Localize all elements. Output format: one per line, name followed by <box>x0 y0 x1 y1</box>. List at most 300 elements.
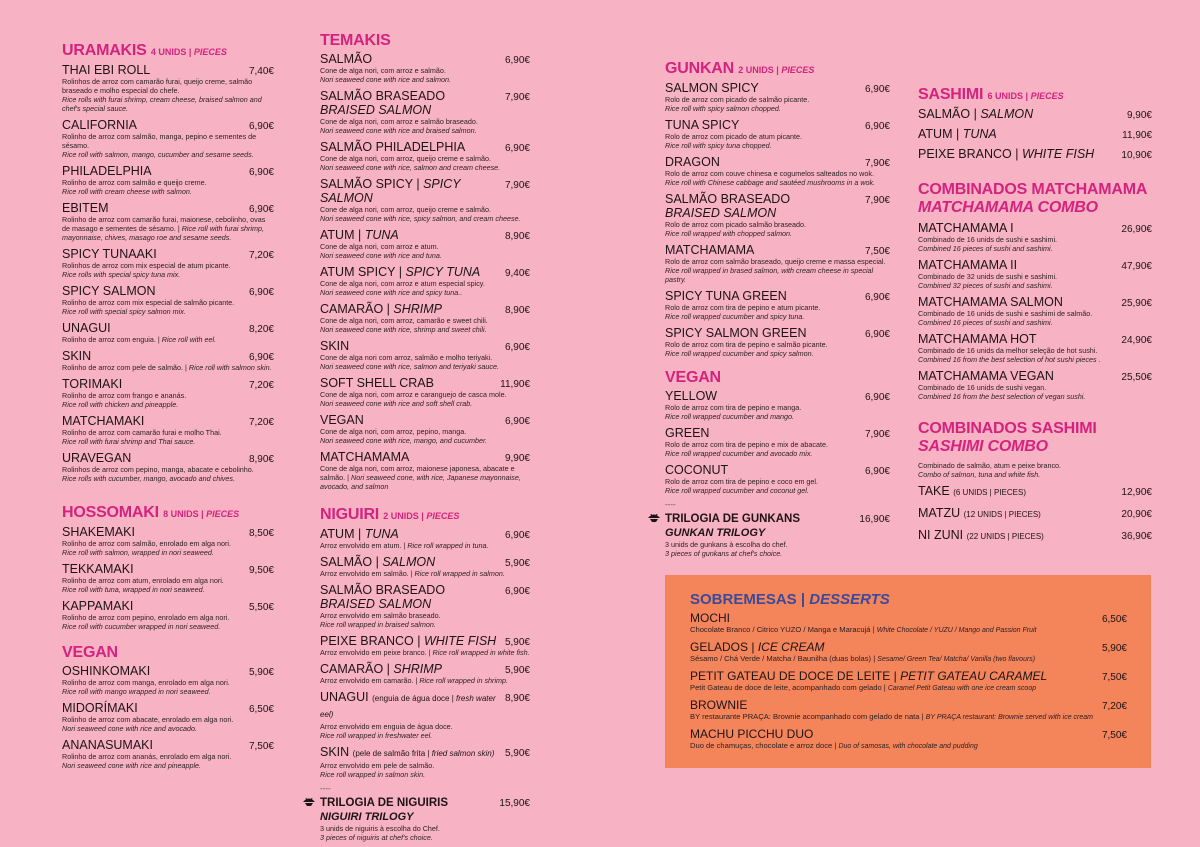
item-description-en: Combined 16 from the best selection of vegan sushi. <box>918 392 1086 401</box>
menu-item <box>62 118 274 159</box>
sashimi-title: SASHIMI 6 UNIDS | PIECES <box>918 86 1064 103</box>
item-description-en: Nori seaweed cone with rice and pineapple. <box>62 761 202 770</box>
item-name: SALMÃO BRASEADO <box>320 583 446 597</box>
item-price: 7,20€ <box>248 380 274 391</box>
item-description: Combinado de 16 unids de sushi e sashimi de salmão. <box>918 309 1093 318</box>
menu-item <box>320 302 530 334</box>
menu-item <box>665 426 890 458</box>
dessert-item <box>690 612 1127 635</box>
item-price: 7,90€ <box>504 92 530 103</box>
item-price: 9,90€ <box>504 453 530 464</box>
item-name: MATCHAMAMA HOT <box>918 332 1037 346</box>
menu-item <box>320 745 530 779</box>
item-name: SHAKEMAKI <box>62 525 135 539</box>
niguiri-trilogy: TRILOGIA DE NIGUIRIS 15,90€ NIGUIRI TRILOGY 3 unids de niguiris à escolha do Chef. 3 pieces of niguiris at chef's choice. <box>320 796 530 842</box>
vegan-gunkan-title: VEGAN <box>665 369 721 386</box>
item-description-en: Rice roll wrapped in braised salmon. <box>320 620 436 629</box>
menu-item <box>320 634 530 657</box>
menu-item <box>918 528 1152 544</box>
item-description: Combinado de 16 unids de sushi vegan. <box>918 383 1047 392</box>
item-description: Rolinho de arroz com pepino, enrolado em alga nori. <box>62 613 230 622</box>
vegan-maki-list <box>62 664 274 770</box>
item-description-en: Rice roll with special spicy salmon mix. <box>62 307 186 316</box>
item-description-en: Combined 16 pieces of sushi and sashimi. <box>918 244 1053 253</box>
item-description: Rolinho de arroz com abacate, enrolado em alga nori. <box>62 715 234 724</box>
item-description-en: Combined 16 pieces of sushi and sashimi. <box>918 318 1053 327</box>
combo-sashimi-title: COMBINADOS SASHIMI SASHIMI COMBO <box>918 420 1097 455</box>
temakis-title: TEMAKIS <box>320 32 391 49</box>
item-description-en: Combined 32 pieces of sushi and sashimi. <box>918 281 1053 290</box>
item-description-en: Rice roll wrapped in brased salmon, with cream cheese in special pastry. <box>665 266 874 284</box>
item-description-en: Rice roll wrapped cucumber and spicy salmon. <box>665 349 814 358</box>
item-price: 5,50€ <box>248 602 274 613</box>
menu-item <box>665 155 890 187</box>
item-description: Arroz envolvido em salmão braseado. <box>320 611 441 620</box>
item-name: SALMÃO BRASEADO <box>320 89 446 103</box>
menu-item <box>320 662 530 685</box>
item-description: Cone de alga nori, com arroz e caranguejo de casca mole. <box>320 390 507 399</box>
menu-item <box>62 414 274 446</box>
item-price: 6,90€ <box>504 530 530 541</box>
column-3 <box>665 60 890 563</box>
item-price: 6,90€ <box>248 204 274 215</box>
item-name: MATCHAMAMA <box>665 243 755 257</box>
item-price: 24,90€ <box>1121 335 1152 346</box>
item-name: ATUM SPICY | SPICY TUNA <box>320 265 481 279</box>
sushi-plate-icon <box>303 797 315 807</box>
item-description: Rolo de arroz com tira de pepino e mix de abacate. <box>665 440 829 449</box>
menu-item <box>62 321 274 344</box>
menu-item <box>320 52 530 84</box>
item-price: 26,90€ <box>1121 224 1152 235</box>
menu-item <box>320 140 530 172</box>
item-description: Cone de alga nori, com arroz, queijo creme e salmão. <box>320 205 491 214</box>
item-description-en: Rice roll with cream cheese with salmon. <box>62 187 192 196</box>
menu-item <box>665 289 890 321</box>
combo-sashimi-desc: Combinado de salmão, atum e peixe branco. <box>918 461 1062 470</box>
vegan-maki-title: VEGAN <box>62 644 118 661</box>
menu-item <box>918 147 1152 161</box>
item-name: PEIXE BRANCO | WHITE FISH <box>918 147 1095 161</box>
item-description: Combinado de 16 unids de sushi e sashimi. <box>918 235 1058 244</box>
item-description: Chocolate Branco / Citrico YUZO / Manga e Maracujá | White Chocolate / YUZU / Mango and Passion Fruit <box>690 625 1037 634</box>
item-name: SPICY TUNA GREEN <box>665 289 787 303</box>
dessert-item <box>690 699 1127 722</box>
menu-item <box>918 221 1152 253</box>
item-description: Rolinho de arroz com salmão e queijo creme. <box>62 178 207 187</box>
menu-item <box>320 690 530 740</box>
item-price: 8,50€ <box>248 528 274 539</box>
item-description: Duo de chamuças, chocolate e arroz doce | Duo of samosas, with chocolate and pudding <box>690 741 978 750</box>
item-description-en: Nori seaweed cone with rice, shrimp and sweet chili. <box>320 325 487 334</box>
item-description-en: Rice rolls with cucumber, mango, avocado and chives. <box>62 474 235 483</box>
item-price: 36,90€ <box>1121 531 1152 542</box>
item-price: 7,50€ <box>1101 672 1127 683</box>
item-price: 10,90€ <box>1121 150 1152 161</box>
item-price: 7,20€ <box>248 417 274 428</box>
item-description-en: Rice roll with salmon, wrapped in nori seaweed. <box>62 548 214 557</box>
menu-item <box>918 258 1152 290</box>
item-price: 5,90€ <box>1101 643 1127 654</box>
item-price: 6,90€ <box>248 167 274 178</box>
item-name: MATCHAMAKI <box>62 414 145 428</box>
item-description: Cone de alga nori, com arroz e atum especial spicy. <box>320 279 485 288</box>
item-name: UNAGUI <box>62 321 111 335</box>
menu-item <box>62 349 274 372</box>
item-name: PETIT GATEAU DE DOCE DE LEITE | PETIT GATEAU CARAMEL <box>690 669 1048 683</box>
sashimi-list <box>918 107 1152 161</box>
item-description: Combinado de 32 unids de sushi e sashimi. <box>918 272 1058 281</box>
item-name: UNAGUI (enguia de água doce | fresh water eel) <box>320 690 496 719</box>
item-description: Cone de alga nori com arroz, salmão e molho teriyaki. <box>320 353 493 362</box>
item-description: Arroz envolvido em peixe branco. | Rice roll wrapped in white fish. <box>320 648 530 657</box>
menu-item <box>320 527 530 550</box>
combo-matchamama-title: COMBINADOS MATCHAMAMA MATCHAMAMA COMBO <box>918 181 1148 216</box>
item-name: ANANASUMAKI <box>62 738 153 752</box>
item-description: Cone de alga nori, com arroz e atum. <box>320 242 439 251</box>
combo-sashimi-desc-en: Combo of salmon, tuna and white fish. <box>918 470 1041 479</box>
item-name: CAMARÃO | SHRIMP <box>320 302 443 316</box>
item-price: 11,90€ <box>1122 130 1152 141</box>
item-description-en: Rice rolls with furai shrimp, cream cheese, braised salmon and chef's special sauce. <box>62 95 262 113</box>
item-description: Rolinho de arroz com enguia. | Rice roll with eel. <box>62 335 217 344</box>
item-price: 11,90€ <box>500 379 530 390</box>
menu-item <box>62 284 274 316</box>
item-description: Rolinho de arroz com atum, enrolado em alga nori. <box>62 576 224 585</box>
item-price: 6,90€ <box>504 416 530 427</box>
item-price: 8,90€ <box>248 454 274 465</box>
item-description: Rolo de arroz com tira de pepino e manga. <box>665 403 802 412</box>
item-name: TEKKAMAKI <box>62 562 134 576</box>
menu-item <box>62 247 274 279</box>
item-description-en: Nori seaweed cone with rice, salmon and cream cheese. <box>320 163 501 172</box>
item-description-en: Rice roll wrapped with chopped salmon. <box>665 229 793 238</box>
item-name: URAVEGAN <box>62 451 132 465</box>
item-description: Arroz envolvido em enguia de água doce. <box>320 722 453 731</box>
item-description: Rolinho de arroz com pele de salmão. | Rice roll with salmon skin. <box>62 363 272 372</box>
item-description-en: Rice roll with cucumber wrapped in nori seaweed. <box>62 622 221 631</box>
item-price: 7,20€ <box>248 250 274 261</box>
item-name: SALMÃO BRASEADO <box>665 192 791 206</box>
item-description: Rolo de arroz com picado salmão braseado. <box>665 220 807 229</box>
uramakis-title: URAMAKIS 4 UNIDS | PIECES <box>62 42 227 59</box>
item-name: SALMÃO <box>320 52 373 66</box>
menu-item <box>320 177 530 223</box>
item-name: OSHINKOMAKI <box>62 664 151 678</box>
menu-item <box>320 265 530 297</box>
menu-item <box>665 389 890 421</box>
item-description: Petit Gateau de doce de leite, acompanhado com gelado | Caramel Petit Gateau with one ice cream scoop <box>690 683 1037 692</box>
column-4 <box>918 86 1152 550</box>
menu-item <box>665 118 890 150</box>
item-description-en: Nori seaweed cone with rice and tuna. <box>320 251 442 260</box>
item-price: 6,90€ <box>864 121 890 132</box>
item-name: BROWNIE <box>690 698 748 712</box>
item-description: Rolo de arroz com salmão braseado, queijo creme e massa especial. <box>665 257 886 266</box>
item-description: Cone de alga nori, com arroz, maionese japonesa, abacate e salmão. | Nori seaweed cone, with rice, Japanese mayonnaise, avocado, and salmon <box>320 464 521 491</box>
menu-item <box>320 228 530 260</box>
item-price: 6,90€ <box>504 586 530 597</box>
item-description: Rolinho de arroz com camarão furai, maionese, cebolinho, ovas de masago e sementes de sésamo. | Rice roll with furai shrimp, mayonnaise, chives, masago roe and sesame seeds. <box>62 215 266 242</box>
combo-matchamama-list <box>918 221 1152 401</box>
menu-item <box>320 583 530 629</box>
item-description: Cone de alga nori, com arroz, camarão e sweet chili. <box>320 316 488 325</box>
item-name: SKIN <box>320 339 350 353</box>
item-name: SPICY SALMON GREEN <box>665 326 807 340</box>
menu-item <box>62 377 274 409</box>
menu-item <box>918 107 1152 121</box>
item-price: 6,90€ <box>504 342 530 353</box>
item-description-en: Rice roll with chicken and pineapple. <box>62 400 179 409</box>
item-description-en: Rice roll with spicy tuna chopped. <box>665 141 772 150</box>
item-name: EBITEM <box>62 201 109 215</box>
item-description: Rolo de arroz com picado de salmão picante. <box>665 95 810 104</box>
item-name: COCONUT <box>665 463 729 477</box>
menu-item <box>320 555 530 578</box>
item-description-en: Rice roll with salmon, mango, cucumber and sesame seeds. <box>62 150 254 159</box>
item-price: 7,50€ <box>1101 730 1127 741</box>
item-price: 6,90€ <box>864 292 890 303</box>
item-name: SPICY SALMON <box>62 284 156 298</box>
item-name: TUNA SPICY <box>665 118 740 132</box>
item-price: 7,90€ <box>864 429 890 440</box>
item-price: 5,90€ <box>504 558 530 569</box>
item-price: 6,90€ <box>248 121 274 132</box>
item-price: 6,90€ <box>504 143 530 154</box>
item-description-en: Rice roll wrapped cucumber and coconut gel. <box>665 486 809 495</box>
item-description-en: Rice roll wrapped cucumber and spicy tuna. <box>665 312 805 321</box>
item-name: MATCHAMAMA II <box>918 258 1018 272</box>
item-price: 5,90€ <box>504 665 530 676</box>
menu-item <box>320 89 530 135</box>
sushi-plate-icon <box>648 513 660 523</box>
item-name: GREEN <box>665 426 710 440</box>
item-name: CALIFORNIA <box>62 118 138 132</box>
menu-item <box>62 451 274 483</box>
item-description: BY restaurante PRAÇA: Brownie acompanhado com gelado de nata | BY PRAÇA restaurant: Brownie served with ice cream <box>690 712 1094 721</box>
item-description: Rolinho de arroz com frango e ananás. <box>62 391 187 400</box>
item-name: TAKE (6 UNIDS | PIECES) <box>918 484 1026 498</box>
column-2 <box>320 32 530 847</box>
menu-item <box>665 81 890 113</box>
desserts-panel <box>665 575 1151 768</box>
item-price: 8,90€ <box>504 305 530 316</box>
item-name: MACHU PICCHU DUO <box>690 727 814 741</box>
item-description-en: Nori seaweed cone with rice and spicy tuna.. <box>320 288 463 297</box>
item-description-en: Rice roll with furai shrimp and Thai sauce. <box>62 437 196 446</box>
item-description: Rolinho de arroz com manga, enrolado em alga nori. <box>62 678 230 687</box>
item-name: MATZU (12 UNIDS | PIECES) <box>918 506 1041 520</box>
item-price: 9,40€ <box>504 268 530 279</box>
item-description: Rolo de arroz com tira de pepino e salmão picante. <box>665 340 828 349</box>
hossomaki-title: HOSSOMAKI 8 UNIDS | PIECES <box>62 504 240 521</box>
menu-item <box>918 484 1152 500</box>
dessert-item <box>690 670 1127 693</box>
menu-item <box>918 295 1152 327</box>
menu-item <box>665 243 890 284</box>
temakis-list <box>320 52 530 491</box>
item-description-en: Rice roll wrapped in salmon skin. <box>320 770 426 779</box>
item-price: 6,90€ <box>248 352 274 363</box>
menu-item <box>62 164 274 196</box>
item-name: PHILADELPHIA <box>62 164 152 178</box>
item-description-en: Rice roll wrapped cucumber and mango. <box>665 412 795 421</box>
item-description: Rolo de arroz com picado de atum picante. <box>665 132 803 141</box>
item-description: Arroz envolvido em pele de salmão. <box>320 761 435 770</box>
item-description: Cone de alga nori, com arroz e salmão. <box>320 66 446 75</box>
item-subtitle: BRAISED SALMON <box>320 597 432 611</box>
item-price: 5,90€ <box>504 748 530 759</box>
item-price: 6,90€ <box>504 55 530 66</box>
item-name: SALMÃO SPICY | SPICY SALMON <box>320 177 461 205</box>
item-price: 8,20€ <box>248 324 274 335</box>
menu-item <box>918 127 1152 141</box>
item-name: ATUM | TUNA <box>320 228 399 242</box>
combo-sashimi-list <box>918 484 1152 544</box>
item-price: 6,90€ <box>864 392 890 403</box>
item-name: SALMÃO | SALMON <box>918 107 1034 121</box>
item-description: Cone de alga nori, com arroz, pepino, manga. <box>320 427 467 436</box>
item-price: 47,90€ <box>1121 261 1152 272</box>
item-name: DRAGON <box>665 155 720 169</box>
gunkan-title: GUNKAN 2 UNIDS | PIECES <box>665 60 815 77</box>
item-description-en: Nori seaweed cone with rice and soft shell crab. <box>320 399 473 408</box>
item-price: 6,50€ <box>248 704 274 715</box>
item-description-en: Rice roll with mango wrapped in nori seaweed. <box>62 687 211 696</box>
item-description: Arroz envolvido em atum. | Rice roll wrapped in tuna. <box>320 541 489 550</box>
gunkan-list <box>665 81 890 358</box>
item-subtitle: BRAISED SALMON <box>320 103 432 117</box>
item-description: Rolo de arroz com couve chinesa e cogumelos salteados no wok. <box>665 169 874 178</box>
item-description-en: Rice roll with spicy salmon chopped. <box>665 104 781 113</box>
menu-item <box>62 664 274 696</box>
item-name: CAMARÃO | SHRIMP <box>320 662 443 676</box>
item-description-en: Rice roll with tuna, wrapped in nori seaweed. <box>62 585 205 594</box>
item-price: 7,40€ <box>248 66 274 77</box>
item-description: Cone de alga nori, com arroz, queijo creme e salmão. <box>320 154 491 163</box>
item-name: MATCHAMAMA VEGAN <box>918 369 1054 383</box>
item-name: TORIMAKI <box>62 377 123 391</box>
item-price: 7,90€ <box>864 158 890 169</box>
item-description-en: Nori seaweed cone with rice and salmon. <box>320 75 452 84</box>
item-name: SPICY TUNAAKI <box>62 247 157 261</box>
item-description: Rolinho de arroz com ananás, enrolado em alga nori. <box>62 752 232 761</box>
item-description-en: Rice roll with Chinese cabbage and sautéed mushrooms in a wok. <box>665 178 876 187</box>
menu-item <box>320 376 530 408</box>
item-description: Rolinho de arroz com salmão, manga, pepino e sementes de sésamo. <box>62 132 257 150</box>
menu-item <box>62 525 274 557</box>
item-description: Rolo de arroz com tira de pepino e atum picante. <box>665 303 821 312</box>
item-price: 7,90€ <box>864 195 890 206</box>
item-name: ATUM | TUNA <box>918 127 997 141</box>
item-description-en: Combined 16 from the best selection of hot sushi pieces . <box>918 355 1101 364</box>
item-name: VEGAN <box>320 413 364 427</box>
menu-item <box>918 332 1152 364</box>
menu-item <box>665 192 890 238</box>
item-name: ATUM | TUNA <box>320 527 399 541</box>
menu-item <box>62 201 274 242</box>
item-description: Sésamo / Chá Verde / Matcha / Baunilha (duas bolas) | Sesame/ Green Tea/ Matcha/ Vanilla (two flavours) <box>690 654 1036 663</box>
menu-item <box>665 326 890 358</box>
item-price: 25,90€ <box>1121 298 1152 309</box>
item-description: Cone de alga nori, com arroz e salmão braseado. <box>320 117 478 126</box>
item-name: SOFT SHELL CRAB <box>320 376 434 390</box>
item-name: PEIXE BRANCO | WHITE FISH <box>320 634 497 648</box>
item-price: 5,90€ <box>504 637 530 648</box>
item-description: Rolinhos de arroz com camarão furai, queijo creme, salmão braseado e molho especial do chefe. <box>62 77 253 95</box>
menu-item <box>320 413 530 445</box>
hossomaki-list <box>62 525 274 631</box>
item-description-en: Nori seaweed cone with rice and avocado. <box>62 724 198 733</box>
item-description: Rolo de arroz com tira de pepino e coco em gel. <box>665 477 819 486</box>
item-description: Rolinhos de arroz com pepino, manga, abacate e cebolinho. <box>62 465 254 474</box>
item-price: 6,90€ <box>248 287 274 298</box>
item-description: Rolinho de arroz com mix especial de salmão picante. <box>62 298 235 307</box>
column-1 <box>62 42 274 775</box>
menu-item <box>918 369 1152 401</box>
item-price: 12,90€ <box>1121 487 1152 498</box>
item-price: 5,90€ <box>248 667 274 678</box>
item-price: 6,90€ <box>864 329 890 340</box>
item-description: Arroz envolvido em camarão. | Rice roll wrapped in shrimp. <box>320 676 509 685</box>
item-description: Rolinhos de arroz com mix especial de atum picante. <box>62 261 231 270</box>
item-description: Arroz envolvido em salmão. | Rice roll wrapped in salmon. <box>320 569 505 578</box>
item-price: 9,90€ <box>1126 110 1152 121</box>
item-name: SALMON SPICY <box>665 81 759 95</box>
niguiri-list <box>320 527 530 779</box>
item-price: 7,50€ <box>248 741 274 752</box>
item-name: GELADOS | ICE CREAM <box>690 640 825 654</box>
dessert-item <box>690 728 1127 751</box>
menu-item <box>62 63 274 113</box>
menu-item <box>918 506 1152 522</box>
item-name: THAI EBI ROLL <box>62 63 151 77</box>
item-price: 20,90€ <box>1121 509 1152 520</box>
item-description-en: Rice roll wrapped cucumber and avocado mix. <box>665 449 813 458</box>
desserts-title: SOBREMESAS | DESSERTS <box>690 591 890 608</box>
dessert-item <box>690 641 1127 664</box>
menu-item <box>665 463 890 495</box>
item-price: 7,20€ <box>1101 701 1127 712</box>
item-price: 7,50€ <box>864 246 890 257</box>
divider-dashes: ---- <box>665 500 676 509</box>
item-description: Rolinho de arroz com camarão furai e molho Thai. <box>62 428 222 437</box>
menu-item <box>62 599 274 631</box>
menu-item <box>62 738 274 770</box>
item-description-en: Rice roll wrapped in freshwater eel. <box>320 731 433 740</box>
desserts-list <box>690 612 1127 751</box>
item-description-en: Nori seaweed cone with rice, spicy salmon, and cream cheese. <box>320 214 521 223</box>
item-description-en: Rice rolls with special spicy tuna mix. <box>62 270 181 279</box>
menu-item <box>320 450 530 491</box>
item-name: KAPPAMAKI <box>62 599 134 613</box>
item-description-en: Nori seaweed cone with rice, mango, and cucumber. <box>320 436 488 445</box>
item-subtitle: BRAISED SALMON <box>665 206 777 220</box>
item-name: MATCHAMAMA SALMON <box>918 295 1063 309</box>
item-name: SKIN (pele de salmão frita | fried salmon skin) <box>320 745 495 759</box>
item-name: NI ZUNI (22 UNIDS | PIECES) <box>918 528 1044 542</box>
divider-dashes: ---- <box>320 784 331 793</box>
item-price: 6,90€ <box>864 466 890 477</box>
item-price: 8,90€ <box>504 693 530 704</box>
item-price: 7,90€ <box>504 180 530 191</box>
item-name: SALMÃO PHILADELPHIA <box>320 140 466 154</box>
item-price: 6,90€ <box>864 84 890 95</box>
item-description-en: Nori seaweed cone with rice and braised salmon. <box>320 126 477 135</box>
menu-item <box>62 701 274 733</box>
item-description-en: Nori seaweed cone with rice, salmon and teriyaki sauce. <box>320 362 499 371</box>
item-name: MATCHAMAMA I <box>918 221 1014 235</box>
